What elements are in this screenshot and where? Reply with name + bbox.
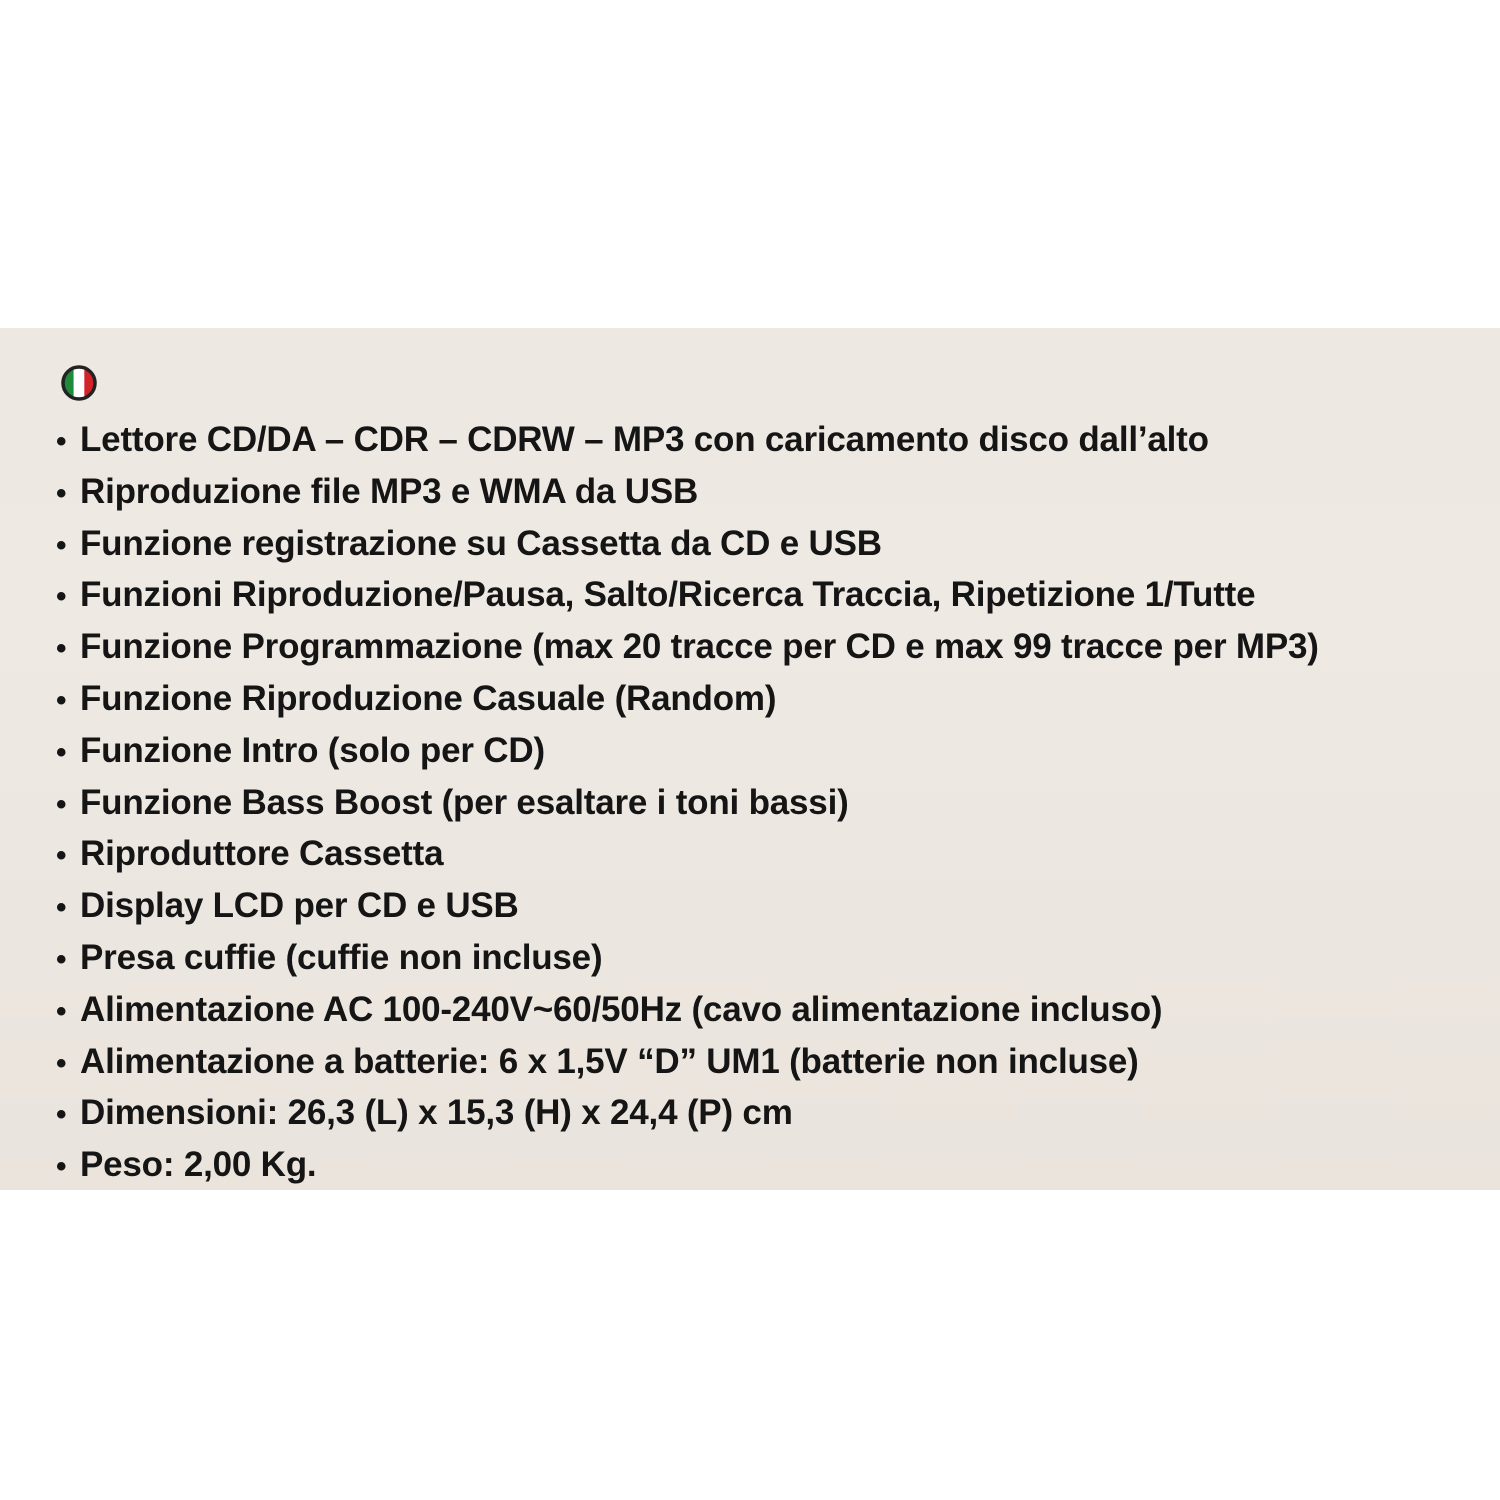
bullet: • xyxy=(56,787,67,821)
feature-item xyxy=(56,880,1319,932)
bullet: • xyxy=(56,476,67,510)
bullet: • xyxy=(56,528,67,562)
feature-item xyxy=(56,777,1319,829)
feature-item xyxy=(56,984,1319,1036)
bullet: • xyxy=(56,735,67,769)
feature-text: Dimensioni: 26,3 (L) x 15,3 (H) x 24,4 (P) cm xyxy=(80,1093,793,1133)
italian-flag-icon xyxy=(60,364,98,402)
feature-text: Funzione Riproduzione Casuale (Random) xyxy=(80,678,777,718)
feature-text: Funzione Programmazione (max 20 tracce per CD e max 99 tracce per MP3) xyxy=(80,627,1319,667)
feature-list xyxy=(56,414,1319,1191)
feature-item xyxy=(56,1139,1319,1191)
feature-item xyxy=(56,725,1319,777)
feature-item xyxy=(56,569,1319,621)
feature-item xyxy=(56,673,1319,725)
feature-text: Presa cuffie (cuffie non incluse) xyxy=(80,937,603,977)
bullet: • xyxy=(56,891,67,925)
feature-item xyxy=(56,414,1319,466)
feature-text: Peso: 2,00 Kg. xyxy=(80,1145,317,1185)
feature-item xyxy=(56,932,1319,984)
feature-text: Riproduzione file MP3 e WMA da USB xyxy=(80,471,699,511)
flag-white-stripe xyxy=(74,364,85,402)
feature-text: Funzione Bass Boost (per esaltare i toni bassi) xyxy=(80,782,849,822)
feature-item xyxy=(56,1087,1319,1139)
feature-item xyxy=(56,518,1319,570)
feature-text: Funzioni Riproduzione/Pausa, Salto/Ricerca Traccia, Ripetizione 1/Tutte xyxy=(80,575,1256,615)
feature-text: Alimentazione a batterie: 6 x 1,5V “D” UM1 (batterie non incluse) xyxy=(80,1041,1139,1081)
feature-item xyxy=(56,466,1319,518)
feature-text: Funzione Intro (solo per CD) xyxy=(80,730,545,770)
bullet: • xyxy=(56,580,67,614)
bullet: • xyxy=(56,1098,67,1132)
feature-text: Riproduttore Cassetta xyxy=(80,834,444,874)
feature-text: Alimentazione AC 100-240V~60/50Hz (cavo alimentazione incluso) xyxy=(80,989,1163,1029)
bullet: • xyxy=(56,1046,67,1080)
feature-text: Display LCD per CD e USB xyxy=(80,886,519,926)
feature-text: Funzione registrazione su Cassetta da CD e USB xyxy=(80,523,882,563)
bullet: • xyxy=(56,425,67,458)
feature-item xyxy=(56,1036,1319,1088)
feature-item xyxy=(56,828,1319,880)
bullet: • xyxy=(56,1150,67,1184)
feature-text: Lettore CD/DA – CDR – CDRW – MP3 con caricamento disco dall’alto xyxy=(80,420,1209,459)
bullet: • xyxy=(56,632,67,666)
bullet: • xyxy=(56,994,67,1028)
bullet: • xyxy=(56,942,67,976)
feature-item xyxy=(56,621,1319,673)
bullet: • xyxy=(56,683,67,717)
bullet: • xyxy=(56,839,67,873)
